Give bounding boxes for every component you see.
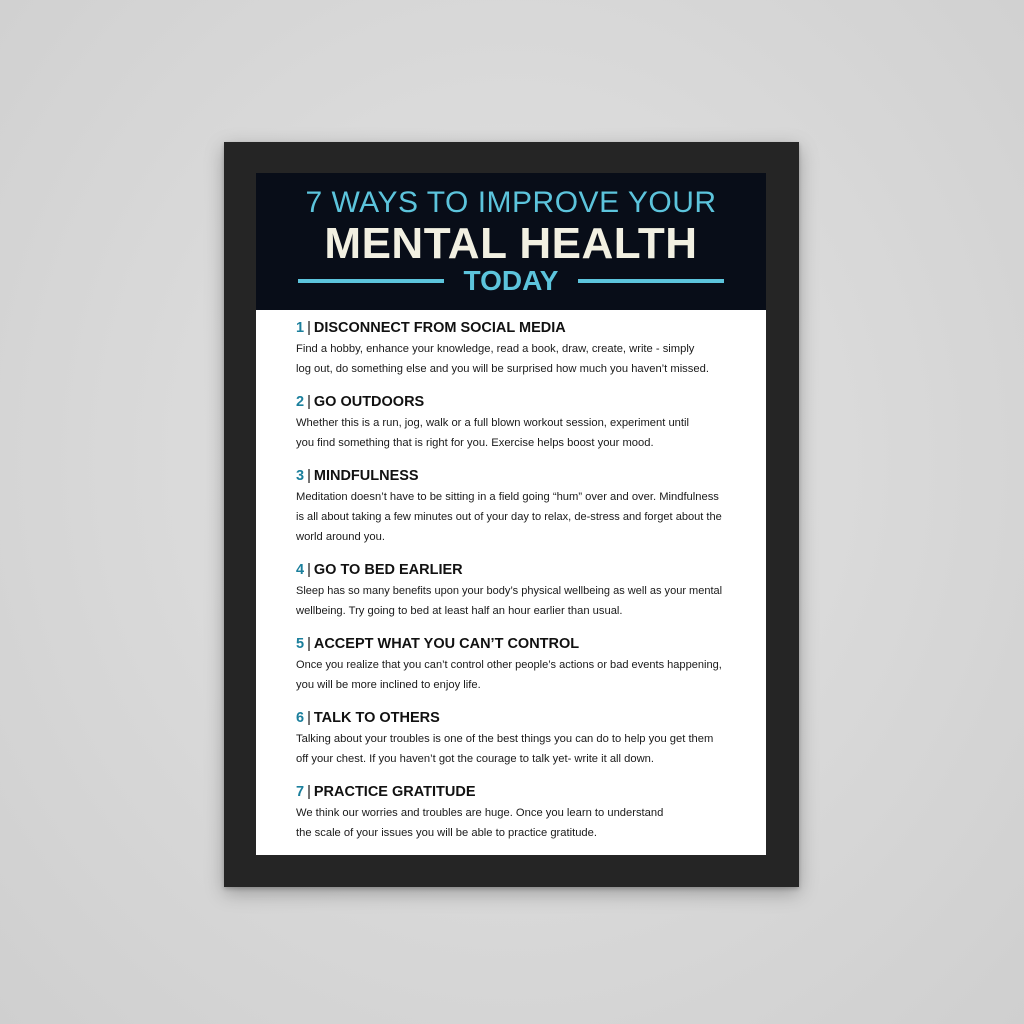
tip-description-line: world around you. bbox=[296, 531, 385, 543]
tip-title: DISCONNECT FROM SOCIAL MEDIA bbox=[313, 320, 566, 336]
tip-item bbox=[296, 467, 736, 547]
tip-separator: | bbox=[307, 320, 311, 336]
tip-item bbox=[296, 635, 736, 695]
tip-number: 6 bbox=[296, 710, 305, 726]
title-line-2: MENTAL HEALTH bbox=[324, 219, 698, 268]
tip-number: 1 bbox=[296, 320, 305, 336]
tip-separator: | bbox=[307, 468, 311, 484]
tip-description-line: Whether this is a run, jog, walk or a full blown workout session, experiment until bbox=[296, 417, 689, 429]
tip-title: GO OUTDOORS bbox=[313, 394, 425, 410]
tip-heading bbox=[296, 467, 736, 486]
tip-description-line: Find a hobby, enhance your knowledge, read a book, draw, create, write - simply bbox=[296, 343, 695, 355]
tip-separator: | bbox=[307, 636, 311, 652]
tip-description bbox=[296, 413, 736, 453]
tip-description-line: is all about taking a few minutes out of your day to relax, de-stress and forget about the bbox=[296, 511, 722, 523]
tip-separator: | bbox=[307, 784, 311, 800]
tip-description-line: Talking about your troubles is one of the best things you can do to help you get them bbox=[296, 733, 714, 745]
tip-description-line: off your chest. If you haven’t got the courage to talk yet- write it all down. bbox=[296, 753, 654, 765]
tip-item bbox=[296, 319, 736, 379]
tip-description-line: you find something that is right for you. Exercise helps boost your mood. bbox=[296, 437, 654, 449]
tip-description-line: Sleep has so many benefits upon your body’s physical wellbeing as well as your mental bbox=[296, 585, 723, 597]
tip-item bbox=[296, 393, 736, 453]
tip-heading bbox=[296, 393, 736, 412]
left-rule bbox=[298, 279, 444, 283]
tip-heading bbox=[296, 561, 736, 580]
tip-description-line: log out, do something else and you will be surprised how much you haven’t missed. bbox=[296, 363, 709, 375]
tip-heading bbox=[296, 319, 736, 338]
tip-heading bbox=[296, 709, 736, 728]
tip-description-line: Meditation doesn’t have to be sitting in a field going “hum” over and over. Mindfulness bbox=[296, 491, 719, 503]
tip-description-line: wellbeing. Try going to bed at least half an hour earlier than usual. bbox=[296, 605, 623, 617]
tip-description-line: We think our worries and troubles are huge. Once you learn to understand bbox=[296, 807, 664, 819]
tip-title: MINDFULNESS bbox=[313, 468, 419, 484]
tip-description bbox=[296, 339, 736, 379]
tip-number: 5 bbox=[296, 636, 305, 652]
tip-item bbox=[296, 709, 736, 769]
tip-heading bbox=[296, 635, 736, 654]
tip-description bbox=[296, 803, 736, 843]
poster bbox=[256, 173, 766, 855]
tip-number: 3 bbox=[296, 468, 305, 484]
tip-description bbox=[296, 581, 736, 621]
tip-number: 2 bbox=[296, 394, 305, 410]
tip-description-line: you will be more inclined to enjoy life. bbox=[296, 679, 481, 691]
tips-list bbox=[296, 319, 736, 855]
tip-description bbox=[296, 487, 736, 547]
tip-title: GO TO BED EARLIER bbox=[313, 562, 463, 578]
poster-header bbox=[256, 173, 766, 310]
tip-title: PRACTICE GRATITUDE bbox=[313, 784, 476, 800]
tip-number: 4 bbox=[296, 562, 305, 578]
tip-item bbox=[296, 783, 736, 843]
tip-title: TALK TO OTHERS bbox=[313, 710, 440, 726]
tip-separator: | bbox=[307, 562, 311, 578]
tip-heading bbox=[296, 783, 736, 802]
tip-description bbox=[296, 729, 736, 769]
right-rule bbox=[578, 279, 724, 283]
title-line-1: 7 WAYS TO IMPROVE YOUR bbox=[305, 186, 717, 219]
tip-number: 7 bbox=[296, 784, 305, 800]
tip-description-line: the scale of your issues you will be able to practice gratitude. bbox=[296, 827, 597, 839]
tip-title: ACCEPT WHAT YOU CAN’T CONTROL bbox=[313, 636, 580, 652]
tip-separator: | bbox=[307, 394, 311, 410]
tip-separator: | bbox=[307, 710, 311, 726]
tip-description-line: Once you realize that you can’t control other people’s actions or bad events happening, bbox=[296, 659, 722, 671]
today-row bbox=[298, 266, 724, 296]
title-line-3: TODAY bbox=[463, 265, 559, 296]
tip-description bbox=[296, 655, 736, 695]
tip-item bbox=[296, 561, 736, 621]
